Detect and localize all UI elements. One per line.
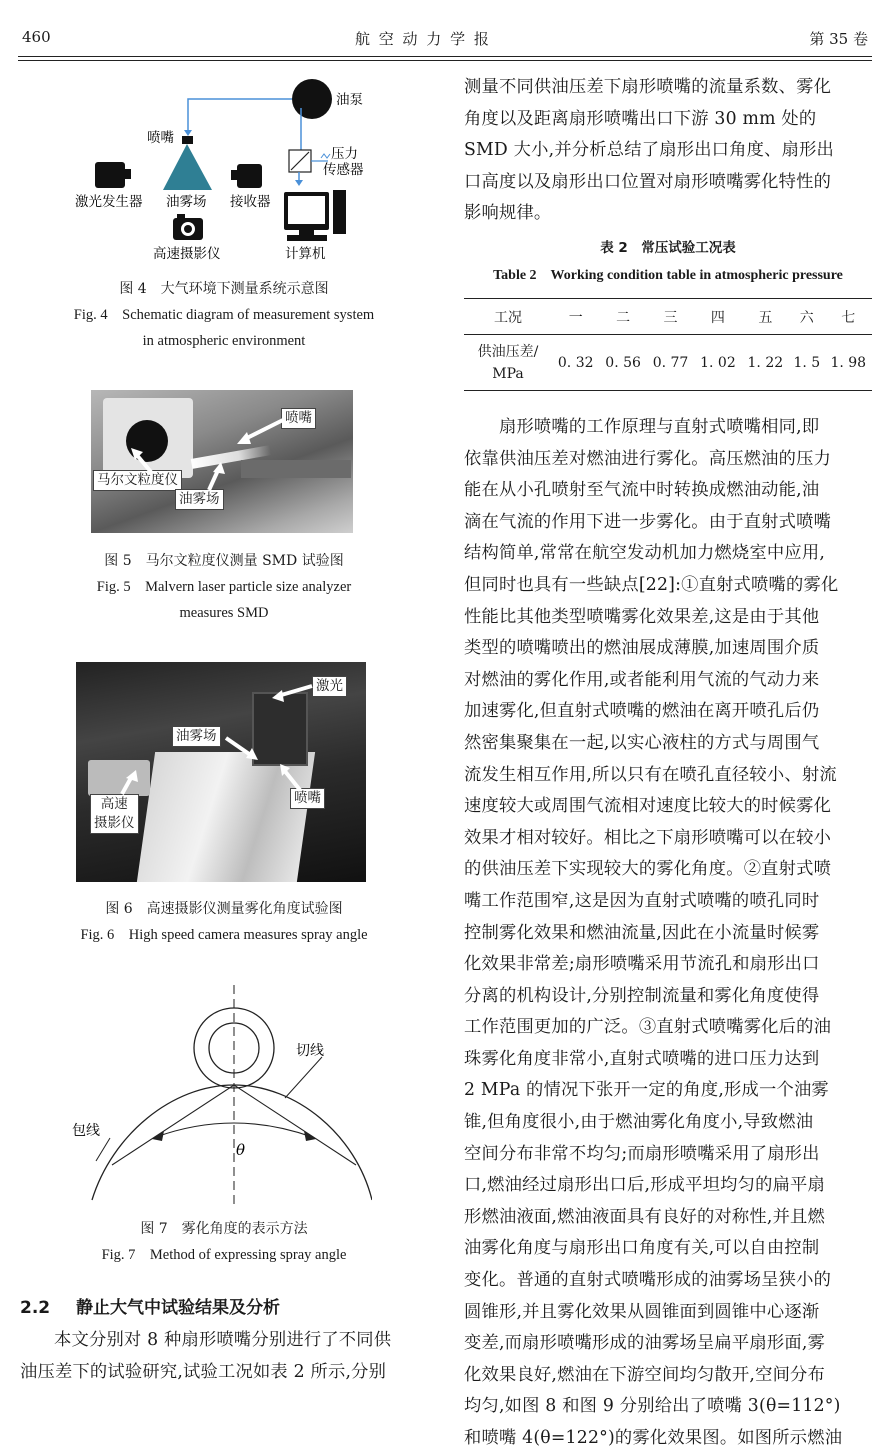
supply-line (188, 99, 292, 134)
right-body-line: 控制雾化效果和燃油流量,因此在小流量时候雾 (464, 922, 820, 943)
fig5-photo (91, 390, 353, 533)
right-body-line: 扇形喷嘴的工作原理与直射式喷嘴相同,即 (464, 417, 820, 437)
right-body-line: 2 MPa 的情况下张开一定的角度,形成一个油雾 (464, 1080, 829, 1101)
right-body-line: 类型的喷嘴喷出的燃油展成薄膜,加速周围介质 (464, 638, 820, 659)
right-body-line: 性能比其他类型喷嘴雾化效果差,这是由于其他 (464, 606, 820, 627)
right-body-line: 均匀,如图 8 和图 9 分别给出了喷嘴 3(θ=112°) (464, 1396, 841, 1417)
fig4-label-pressure-2: 传感器 (323, 162, 364, 178)
right-body-line: 化效果良好,燃油在下游空间均匀散开,空间分布 (464, 1364, 826, 1385)
right-body-line: 但同时也具有一些缺点[22]:①直射式喷嘴的雾化 (464, 574, 839, 595)
right-body-line: 嘴工作范围窄,这是因为直射式喷嘴的喷孔同时 (464, 890, 820, 911)
table2-value-4: 1. 02 (700, 354, 736, 371)
fig5-label-spray: 油雾场 (175, 489, 224, 510)
fig5-caption-cn: 图 5 马尔文粒度仪测量 SMD 试验图 (104, 553, 344, 569)
fig4-label-pressure-1: 压力 (331, 146, 358, 162)
nozzle-icon (182, 136, 193, 144)
right-body-line: 圆锥形,并且雾化效果从圆锥面到圆锥中心逐渐 (464, 1301, 820, 1322)
fig4-label-nozzle: 喷嘴 (147, 130, 174, 146)
fig6-label-nozzle: 喷嘴 (290, 788, 325, 809)
right-top-line: 角度以及距离扇形喷嘴出口下游 30 mm 处的 (464, 108, 817, 129)
fig7-label-envelope: 包线 (72, 1123, 100, 1139)
right-body-line: 能在从小孔喷射至气流中时转换成燃油动能,油 (464, 480, 820, 501)
left-line-2: 油压差下的试验研究,试验工况如表 2 所示,分别 (20, 1361, 387, 1382)
table2-col-4: 四 (710, 309, 725, 326)
fig4-caption (18, 276, 430, 354)
right-body-line: 结构简单,常常在航空发动机加力燃烧室中应用, (464, 543, 826, 564)
table2-value-5: 1. 22 (747, 354, 784, 371)
right-body-line: 空间分布非常不均匀;而扇形喷嘴采用了扇形出 (464, 1143, 820, 1164)
header-rule-thick (18, 56, 872, 57)
right-body-line: 然密集聚集在一起,以实心液柱的方式与周围气 (464, 732, 820, 753)
right-body-line: 分离的机构设计,分别控制流量和雾化角度使得 (464, 985, 820, 1006)
fig4-label-pump: 油泵 (336, 92, 363, 108)
right-top-paragraph (464, 72, 872, 230)
fig4-schematic (75, 72, 405, 262)
right-body-line: 形燃油液面,燃油液面具有良好的对称性,并且燃 (464, 1206, 826, 1227)
fig4-caption-en-1: Fig. 4 Schematic diagram of measurement system (73, 307, 375, 323)
fig7-label-theta: θ (236, 1141, 246, 1159)
table2-col-3: 三 (663, 309, 678, 326)
fig7-caption-en: Fig. 7 Method of expressing spray angle (101, 1247, 347, 1263)
fig6-label-camera-1: 高速 (100, 796, 128, 812)
right-body-line: 速度较大或周围气流相对速度比较大的时候雾化 (464, 796, 832, 817)
table2-row-label-1: 供油压差/ (477, 343, 539, 360)
table2-title-en: Table 2 Working condition table in atmospheric pressure (493, 268, 843, 283)
fig5-caption-en-1: Fig. 5 Malvern laser particle size analyzer (96, 579, 352, 595)
fig4-caption-en-2: in atmospheric environment (142, 333, 306, 349)
fig5-caption-en-2: measures SMD (179, 605, 269, 621)
section-heading (20, 1293, 280, 1318)
right-body-line: 化效果非常差;扇形喷嘴采用节流孔和扇形出口 (464, 954, 820, 975)
fig6-label-laser: 激光 (312, 676, 347, 697)
fig5-arrows (91, 390, 353, 533)
table2-col-2: 二 (616, 309, 631, 326)
fig6-photo (76, 662, 366, 882)
page-number: 460 (22, 28, 51, 46)
fig7-label-tangent: 切线 (296, 1043, 324, 1059)
right-body-line: 变差,而扇形喷嘴形成的油雾场呈扁平扇形面,雾 (464, 1333, 826, 1354)
right-body-line: 油雾化角度与扇形出口角度有关,可以自由控制 (464, 1238, 820, 1259)
fig7-diagram (72, 985, 372, 1210)
table2-col-header: 工况 (494, 309, 522, 326)
right-body-line: 效果才相对较好。相比之下扇形喷嘴可以在较小 (464, 827, 832, 848)
fig4-label-camera: 高速摄影仪 (153, 246, 221, 262)
right-body-line: 锥,但角度很小,由于燃油雾化角度小,导致燃油 (464, 1112, 814, 1133)
right-top-line: SMD 大小,并分析总结了扇形出口角度、扇形出 (464, 140, 835, 161)
fig4-caption-cn: 图 4 大气环境下测量系统示意图 (119, 281, 329, 297)
table2-col-7: 七 (841, 309, 856, 326)
fig6-caption (18, 896, 430, 948)
table2-value-2: 0. 56 (605, 354, 641, 371)
header-rule-thin (18, 60, 872, 61)
right-body-paragraph (464, 412, 872, 1455)
envelope-curve (92, 1085, 372, 1200)
right-body-line: 对燃油的雾化作用,或者能利用气流的气动力来 (464, 669, 820, 690)
fig7-svg (72, 985, 372, 1210)
fig6-caption-cn: 图 6 高速摄影仪测量雾化角度试验图 (105, 901, 343, 917)
journal-name: 航 空 动 力 学 报 (355, 30, 491, 48)
table2-row-label-2: MPa (492, 365, 524, 382)
section-title: 静止大气中试验结果及分析 (75, 1298, 280, 1318)
table2-value-7: 1. 98 (830, 354, 867, 371)
laser-emitter-icon (95, 162, 125, 188)
fig6-label-spray: 油雾场 (172, 726, 221, 747)
spray-cone-icon (163, 144, 212, 190)
right-top-line: 测量不同供油压差下扇形喷嘴的流量系数、雾化 (464, 77, 832, 97)
fig4-svg (75, 72, 405, 262)
right-body-line: 工作范围更加的广泛。③直射式喷嘴雾化后的油 (464, 1017, 832, 1038)
right-body-line: 和喷嘴 4(θ=122°)的雾化效果图。如图所示燃油 (464, 1428, 843, 1448)
right-body-line: 口,燃油经过扇形出口后,形成平坦均匀的扁平扇 (464, 1175, 826, 1196)
table2-row-label (464, 335, 552, 391)
table2-title-cn: 表 2 常压试验工况表 (600, 240, 736, 256)
fig5-label-nozzle: 喷嘴 (281, 408, 316, 429)
right-body-line: 加速雾化,但直射式喷嘴的燃油在离开喷孔后仍 (464, 701, 820, 722)
receiver-icon (237, 164, 262, 188)
fig4-label-spray: 油雾场 (166, 194, 207, 210)
fig4-label-receiver: 接收器 (230, 194, 271, 210)
table2 (464, 298, 872, 391)
table2-value-1: 0. 32 (557, 354, 594, 371)
table2-col-1: 一 (568, 309, 583, 326)
fig6-caption-en: Fig. 6 High speed camera measures spray angle (80, 927, 368, 943)
oil-pump-icon (292, 79, 332, 119)
fig4-label-computer: 计算机 (285, 246, 326, 262)
fig6-label-camera-2: 摄影仪 (94, 815, 135, 831)
right-body-line: 的供油压差下实现较大的雾化角度。②直射式喷 (464, 859, 832, 880)
fig4-label-laser: 激光发生器 (75, 194, 143, 210)
table2-title (462, 234, 874, 290)
fig7-caption (18, 1216, 430, 1268)
fig7-caption-cn: 图 7 雾化角度的表示方法 (140, 1221, 308, 1237)
right-body-line: 依靠供油压差对燃油进行雾化。高压燃油的压力 (464, 448, 832, 469)
fig5-caption (18, 548, 430, 626)
table2-value-3: 0. 77 (652, 354, 689, 371)
right-body-line: 流发生相互作用,所以只有在喷孔直径较小、射流 (464, 764, 837, 785)
fig6-arrows (76, 662, 366, 882)
left-paragraph (20, 1325, 428, 1388)
table2-col-5: 五 (758, 309, 773, 326)
right-top-line: 口高度以及扇形出口位置对扇形喷嘴雾化特性的 (464, 171, 832, 192)
right-body-line: 变化。普通的直射式喷嘴形成的油雾场呈狭小的 (464, 1270, 832, 1291)
left-line-1: 本文分别对 8 种扇形喷嘴分别进行了不同供 (54, 1330, 392, 1350)
section-number: 2.2 (20, 1298, 51, 1318)
right-body-line: 珠雾化角度非常小,直射式喷嘴的进口压力达到 (464, 1048, 820, 1069)
right-top-line: 影响规律。 (464, 203, 552, 224)
fig5-label-malvern: 马尔文粒度仪 (93, 470, 182, 491)
volume-label: 第 35 卷 (809, 30, 868, 48)
table2-value-6: 1. 5 (793, 354, 821, 371)
right-body-line: 滴在气流的作用下进一步雾化。由于直射式喷嘴 (464, 511, 832, 532)
table2-col-6: 六 (799, 309, 814, 326)
